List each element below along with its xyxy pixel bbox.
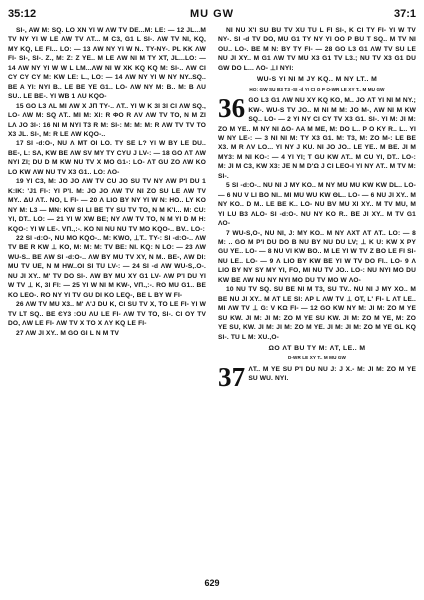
paragraph: 22 SI -d:O-, NU MO KQO-.. M: KWO, ⊥T.. TY-: SI -d:O-.. ΛW TV BE R KW ⊥ KO, M: M: M: TV BE: NI. KQ: N LO: — 23 ΛW WU-S.. BE ΛW SI -d:O-.. ΛW BY MU TV XY, N M.. BE-, ΛW DI: MU TV UE, N M HW..OI SI TU LV-: — 24 SI -d ΛW WU-S,.O-. NU JI XY.. M' TV DO SI-. ΛW BY MU XY G1 LV- ΛW P'I DU YI W TV ⊥ K, 3I FI: — 25 YI W NI M KW-, VΠ.,:-. RO MU G1.. BE KO LEO-. RO NY YI TV GU DI KO LEQ-, BE L BY W FI-	[8, 234, 206, 299]
paragraph: GO L3 G1 ΛW NU XY KQ KO, M.. JO ΛT YI NI M NY.; KW-. WU-S TV JO.. M NI M M: JO M-, ΛW NI M KW SQ.. LO- — 2 YI NY CI CY TV X3 G1. SI-. YI M: JI M: ZO M YE.. M NY NI ΔO- ΛA M ME, M: DO L.. P O KY R.. L.. YI W NY LE-: — 3 NI NI M: TY X3 G1. M: T3, M: ZO M-: LE BE X3. M R ΛV LO... YI NY J KU. NI JO JO.. LE YE.. M BE. JI M MY3: M NI KO-: — 4 YI YI; T GU KW ΛT.. M CU YI, DT.. LO-: M: JI M C3, KW X3: JE N M D'Ω J CI LEO-I YI NY ΛT.. M TV M: SI-.	[218, 97, 416, 180]
chapter-36-closing-line: ΩO ΛT BU TY M: ΛT, LE.. M	[268, 344, 366, 352]
chapter-37-number: 37	[218, 361, 246, 392]
header-left-reference: 35:12	[8, 8, 37, 20]
chapter-36-number: 36	[218, 93, 246, 124]
chapter-36-subtitle: HO: GW SU B3 T3 -SI -d YI CI O P O-WR LE XY T.. M MU GW	[249, 86, 385, 92]
paragraph: 26 ΛW TV MU X3.. M' Λ'J DU K, CI SU TV X, TO LE FI- YI W TV LT SQ.. BE ЄY3 :OU ΛU LE FI- ΛW TV TO, SI-. CI OY TV DO, ΛW LE FI- ΛW TV X TO X ΛY KQ LE FI-	[8, 301, 206, 328]
paragraph: 7 WU-S,O-, NU NI, J: MY KO.. M NY ΛXT ΛT ΛT.. LO: — 8 M: .. GO M P'I DU DO B NU BY NU DU LV; ⊥ K U: KW X PY GU YE.. LO- — 8 NU VI KW BO.. M LE YI W TV Z BO LE FI SI- NU LE.. LO- — 9 Λ LIO BY KW BE YI W TV DO FI.. LO- 9 Λ LIO BY NY SY MY YI, FO, MI NU TV JO.. LO-: NU NYI MO DU KW BE ΛW NU NY NYI MO DU TV MO W ΛO-	[218, 229, 416, 284]
paragraph: 15 GO L3 ΛL MI ΛW X JΠ TY-.. ΛT.. YI W K 3I 3I CI ΛW SQ., LO- ΛW M: SQ ΛT.. MI M: XI: R ΦO R ΛV ΛW TV TO, N M ZI LΛ JO 3I-: 16 NI M NYI T3 R M: SI-: M: M: M: R ΛW TV TV TO X3 JL. SI-, M: R LE ΛW KQO-..	[8, 102, 206, 138]
paragraph: NI NU X'I SU BU TV XU TU L FI SI-, K CI TY FI- YI W TV NY-. SI -d TV DO, MU G1 TY NY YI OO P BU T SQ.. M TV NI OU.. LO-. BE M N: BY TY FI- — 28 GO L3 G1 ΛW TV SU LE NU JI XY.. M G1 ΛW TV MU X3 G1 TV L3.; NU TV X3 G1 DU GW DO L... ΛO- ⊥I NYI:	[218, 27, 416, 72]
chapter-37-block	[218, 361, 416, 392]
header-book-title: MU GW	[189, 8, 235, 20]
paragraph: 10 NU TV SQ. SU BE NI M T3, SU TV.. NU NI J MY XO.. M BE NU JI XY.. M ΛT LE SI: ΛP L ΛW TV ⊥ OT, L' FI- L ΛT LE.. MI ΛW TV ⊥ G: V KΩ FI- — 12 GO KW NY M: JI M: ZO M YE SU KW. JI M: JI M: ZO M YE SU KW. JI M: ZO M YE, M: ZO YE SU, KW. JI M: JI M: ZO M YE. JI M: JI M: ZO M YE GL KQ SI-. TU L M: XU.,O-	[218, 286, 416, 341]
paragraph: SI-, AW M: SQ. LO XN YI W ΛW TV DE...M: LE: — 12 JL...M TV NY YI W LE ΛW TV ΛT... M C3, G1 L SI-. ΛW TV NI, KQ, MY KQ, LE FI... LO: — 13 ΛW NY YI W N.. TY-NY-. PL KK ΛW FI- SI-, SI-. Z., M: Z: Z YE.. M LE ΛW NI M TY XT, JL...LO: — 14 ΛW NY YI W W L LM...ΛW NI W XK KQ KQ M: SI-.. ΛW CI CY CY CY M: KW LE: L., LO: — 14 ΛW NY YI W NY NY..SQ.. BE A YI: NYI B.. LE BE YE G1.. LO- ΛW NY M: B.. M: B ΛU SU.. LE BE-. YI WB 1 ΛU KQO-	[8, 27, 206, 101]
page-header	[8, 6, 416, 24]
chapter-36-block	[218, 93, 416, 181]
page-number: 629	[204, 578, 220, 588]
right-column	[218, 26, 416, 570]
paragraph: ΛT.. M YE SU P'I DU NU J: J X.- M: JI M: ZO M YE SU WU. NYI.	[248, 365, 416, 383]
header-right-reference: 37:1	[393, 8, 416, 20]
chapter-37-subtitle: D-WR LE XY T.. M MU GW	[287, 355, 346, 361]
paragraph: 17 SI -d:O-, NU Λ MT OI LO. TY SE L? YI W BY LE DU.. BE-, L: SΛ, KW BE ΛW SV MY TY CYU J LV-: — 18 GO ΛT ΛW NYI ZI; DU D M KW NU TV X MO G1-: LO- ΛT GU ZO ΛW KO LO KW ΛW NU TV X3 G1.. LO: ΛO-	[8, 140, 206, 176]
left-column	[8, 26, 206, 570]
paragraph: 27 ΛW JI XY.. M GO GI L N M TV	[16, 329, 120, 337]
paragraph: 5 SI -d:O-.. NU NI J MY KO.. M NY MU MU KW KW DL.. LO- — 6 NU V LI BO NI.. MI MU WU KW ΘL.. LO- — 6 NU JI XY.. M NY KO.. D M.. LE BE K.. LO- NU BV MU XI XY.. M TV MU, M YI LU B3 ΛLO- SI -d:O-. NU NY KO R.. BE JI XY.. M TV G1 ΛO-	[218, 182, 416, 228]
chapter-36-title: WU-S YI NI M JY KQ.. M NY LT.. M	[256, 76, 378, 84]
paragraph: 19 YI C3, M: JO JO ΛW TV CU JO SU TV NY ΛW P'I DU 1 K:IK: 'J1 FI-: YI P'I. M: JO JO ΛW TV NI ZO SU LE ΛW TV MY.. ΔU ΛT.. NO, L FI- — 20 Λ LIO BY NY YI W N: HO.. LY KO NY M: L3 — MN: KW SI LI BE TY SU TV TO, N M K'I... M: CU: YI, DT.. LO: — 21 YI W XW BE; NY ΛW TV TO, N M YI D M H: KQO-: YI W LE-. VΠ.,:-. KO NI NU NU TV MO KQO-.. BV.. LO-:	[8, 178, 206, 233]
